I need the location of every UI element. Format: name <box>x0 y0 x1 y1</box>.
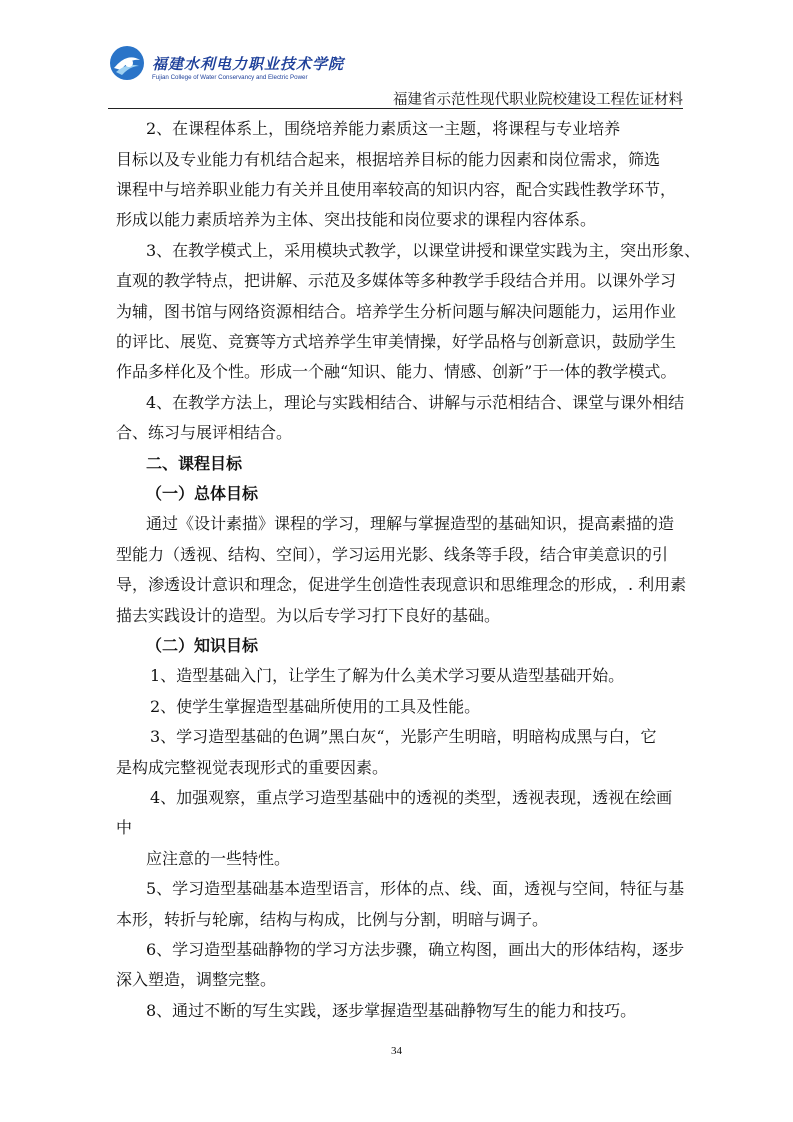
list-item: 是构成完整视觉表现形式的重要因素。 <box>116 758 389 777</box>
paragraph-line: 直观的教学特点，把讲解、示范及多媒体等多种教学手段结合并用。以课外学习 <box>116 271 677 290</box>
list-item: 应注意的一些特性。 <box>146 849 291 868</box>
header-divider <box>108 108 683 109</box>
paragraph-line: 课程中与培养职业能力有关并且使用率较高的知识内容，配合实践性教学环节， <box>116 180 677 199</box>
list-item: 8、通过不断的写生实践，逐步掌握造型基础静物写生的能力和技巧。 <box>146 1001 637 1020</box>
list-item: 深入塑造，调整完整。 <box>116 970 277 989</box>
list-item: 中 <box>116 818 133 837</box>
paragraph-line: 目标以及专业能力有机结合起来，根据培养目标的能力因素和岗位需求，筛选 <box>116 150 661 169</box>
list-item: 本形，转折与轮廓，结构与构成，比例与分割，明暗与调子。 <box>116 910 549 929</box>
list-item: 3、学习造型基础的色调”黑白灰“，光影产生明暗，明暗构成黑与白，它 <box>150 727 657 746</box>
paragraph-line: 通过《设计素描》课程的学习，理解与掌握造型的基础知识，提高素描的造 <box>146 514 675 533</box>
list-item: 1、造型基础入门，让学生了解为什么美术学习要从造型基础开始。 <box>150 666 625 685</box>
list-item: 6、学习造型基础静物的学习方法步骤，确立构图，画出大的形体结构，逐步 <box>146 940 685 959</box>
subsection-heading: （一）总体目标 <box>146 484 259 503</box>
college-emblem-icon <box>108 44 146 82</box>
paragraph-line: 为辅，图书馆与网络资源相结合。培养学生分析问题与解决问题能力，运用作业 <box>116 302 677 321</box>
paragraph-line: 形成以能力素质培养为主体、突出技能和岗位要求的课程内容体系。 <box>116 210 597 229</box>
paragraph-line: 4、在教学方法上，理论与实践相结合、讲解与示范相结合、课堂与课外相结 <box>146 393 685 412</box>
page-number: 34 <box>391 1045 402 1057</box>
paragraph-line: 型能力（透视、结构、空间），学习运用光影、线条等手段，结合审美意识的引 <box>116 545 669 564</box>
logo-college-name-en: Fujian College of Water Conservancy and Electric Power <box>152 74 308 81</box>
paragraph-line: 描去实践设计的造型。为以后专学习打下良好的基础。 <box>116 606 501 625</box>
document-header-title: 福建省示范性现代职业院校建设工程佐证材料 <box>393 92 683 108</box>
subsection-heading: （二）知识目标 <box>146 636 259 655</box>
paragraph-line: 3、在教学模式上，采用模块式教学，以课堂讲授和课堂实践为主，突出形象、 <box>146 241 701 260</box>
college-logo <box>108 44 408 94</box>
paragraph-line: 的评比、展览、竞赛等方式培养学生审美情操，好学品格与创新意识，鼓励学生 <box>116 332 677 351</box>
page-header <box>108 40 683 110</box>
list-item: 4、加强观察，重点学习造型基础中的透视的类型，透视表现，透视在绘画 <box>150 788 673 807</box>
list-item: 5、学习造型基础基本造型语言，形体的点、线、面，透视与空间，特征与基 <box>146 879 685 898</box>
paragraph-line: 合、练习与展评相结合。 <box>116 423 293 442</box>
logo-college-name: 福建水利电力职业技术学院 <box>152 55 345 73</box>
paragraph-line: 导，渗透设计意识和理念，促进学生创造性表现意识和思维理念的形成，. 利用素 <box>116 575 687 594</box>
paragraph-line: 2、在课程体系上，围绕培养能力素质这一主题，将课程与专业培养 <box>146 119 621 138</box>
list-item: 2、使学生掌握造型基础所使用的工具及性能。 <box>150 697 481 716</box>
paragraph-line: 作品多样化及个性。形成一个融“知识、能力、情感、创新”于一体的教学模式。 <box>116 362 677 381</box>
section-heading: 二、课程目标 <box>146 454 243 473</box>
